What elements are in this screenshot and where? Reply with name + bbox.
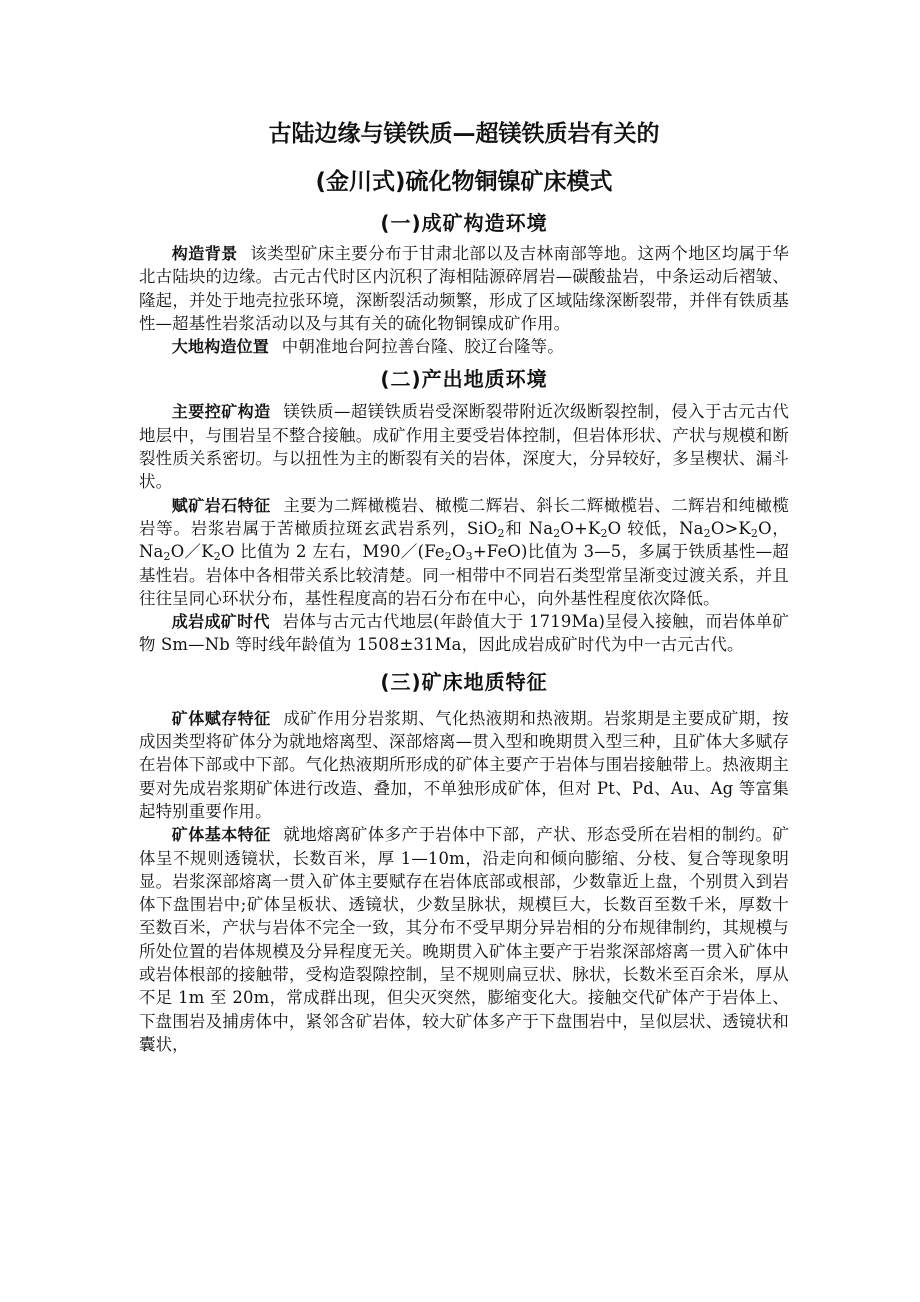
paragraph-tectonic-position: [139, 335, 789, 358]
text-run: O，Na: [139, 518, 789, 562]
text-run: 主要为二辉橄榄岩、橄榄二辉岩、斜长二辉橄榄岩、二辉岩和纯橄榄岩等。岩浆岩属于苦橄质拉斑玄武岩系列，SiO: [139, 495, 789, 538]
paragraph-label: 成岩成矿时代: [171, 612, 270, 632]
text-run: O+K: [560, 518, 601, 538]
text-run: O 比值为 2 左右，M90／(Fe: [220, 542, 445, 562]
section-heading-2: (二)产出地质环境: [380, 367, 548, 392]
document-body: [139, 114, 789, 1056]
paragraph-text: 中朝准地台阿拉善台隆、胶辽台隆等。: [281, 337, 564, 357]
text-run: O>K: [710, 518, 751, 538]
text-run: O: [452, 542, 466, 562]
subscript: 2: [703, 526, 711, 540]
paragraph-rock-ore-age: [139, 610, 789, 657]
text-run: O／K: [170, 542, 214, 562]
paragraph-label: 矿体赋存特征: [171, 708, 271, 728]
title-line-1: 古陆边缘与镁铁质—超镁铁质岩有关的: [268, 121, 660, 147]
text-run: O 较低，Na: [607, 518, 704, 538]
section-heading-3: (三)矿床地质特征: [380, 669, 548, 694]
text-run: 和 Na: [504, 518, 554, 538]
paragraph-text: 成矿作用分岩浆期、气化热液期和热液期。岩浆期是主要成矿期，按成因类型将矿体分为就地熔离型、深部熔离—贯入型和晚期贯入型三种，且矿体大多赋存在岩体下部或中下部。气化热液期所形成的矿体主要产于岩体与围岩接触带上。热液期主要对先成岩浆期矿体进行改造、叠加，不单独形成矿体，但对 Pt、Pd、Au、Ag 等富集起特别重要作用。: [139, 708, 789, 821]
subscript: 2: [600, 526, 608, 540]
paragraph-tectonic-background: [139, 242, 789, 335]
paragraph-label: 构造背景: [171, 244, 238, 263]
title-line-2: (金川式)硫化物铜镍矿床模式: [315, 169, 613, 195]
paragraph-text: 岩体与古元古代地层(年龄值大于 1719Ma)呈侵入接触，而岩体单矿物 Sm—Nb 等时线年龄值为 1508±31Ma，因此成岩成矿时代为中一古元古代。: [139, 612, 789, 655]
subscript: 2: [444, 550, 452, 564]
subscript: 2: [750, 526, 759, 540]
subscript: 2: [497, 526, 505, 540]
subscript: 2: [213, 550, 221, 564]
paragraph-orebody-occurrence: [139, 707, 789, 823]
paragraph-text: 就地熔离矿体多产于岩体中下部，产状、形态受所在岩相的制约。矿体呈不规则透镜状，长数百米，厚 1—10m，沿走向和倾向膨缩、分枝、复合等现象明显。岩浆深部熔离一贯入矿体主要赋存在岩体底部或根部，少数靠近上盘，个别贯入到岩体下盘围岩中;矿体呈板状、透镜状，少数呈脉状，规模巨大，长数百至数千米，厚数十至数百米，产状与岩体不完全一致，其分布不受早期分异岩相的分布规律制约，其规模与所处位置的岩体规模及分异程度无关。晚期贯入矿体主要产于岩浆深部熔离一贯入矿体中或岩体根部的接触带，受构造裂隙控制，呈不规则扁豆状、脉状，长数米至百余米，厚从不足 1m 至 20m，常成群出现，但尖灭突然，膨缩变化大。接触交代矿体产于岩体上、下盘围岩及捕虏体中，紧邻含矿岩体，较大矿体多产于下盘围岩中，呈似层状、透镜状和囊状，: [139, 825, 789, 1054]
paragraph-text: 镁铁质—超镁铁质岩受深断裂带附近次级断裂控制，侵入于古元古代地层中，与围岩呈不整合接触。成矿作用主要受岩体控制，但岩体形状、产状与规模和断裂性质关系密切。与以扭性为主的断裂有关的岩体，深度大，分异较好，多呈楔状、漏斗状。: [139, 402, 789, 492]
subscript: 2: [553, 526, 561, 540]
section-heading-1: (一)成矿构造环境: [380, 211, 548, 235]
paragraph-ore-control-structure: [139, 400, 789, 493]
subscript: 3: [465, 550, 473, 564]
paragraph-host-rock-features: [139, 494, 789, 610]
paragraph-label: 赋矿岩石特征: [171, 495, 271, 515]
paragraph-text: 该类型矿床主要分布于甘肃北部以及吉林南部等地。这两个地区均属于华北古陆块的边缘。古元古代时区内沉积了海相陆源碎屑岩—碳酸盐岩，中条运动后褶皱、隆起，并处于地壳拉张环境，深断裂活动频繁，形成了区域陆缘深断裂带，并伴有铁质基性—超基性岩浆活动以及与其有关的硫化物铜镍成矿作用。: [139, 244, 789, 333]
paragraph-orebody-features: [139, 823, 789, 1056]
paragraph-label: 主要控矿构造: [171, 402, 271, 422]
paragraph-label: 大地构造位置: [171, 337, 269, 357]
subscript: 2: [163, 550, 171, 564]
paragraph-label: 矿体基本特征: [171, 825, 271, 845]
text-run: +FeO)比值为 3—5，多属于铁质基性—超基性岩。岩体中各相带关系比较清楚。同一相带中不同岩石类型常呈渐变过渡关系，并且往往呈同心环状分布，基性程度高的岩石分布在中心，向外基性程度依次降低。: [139, 542, 789, 608]
